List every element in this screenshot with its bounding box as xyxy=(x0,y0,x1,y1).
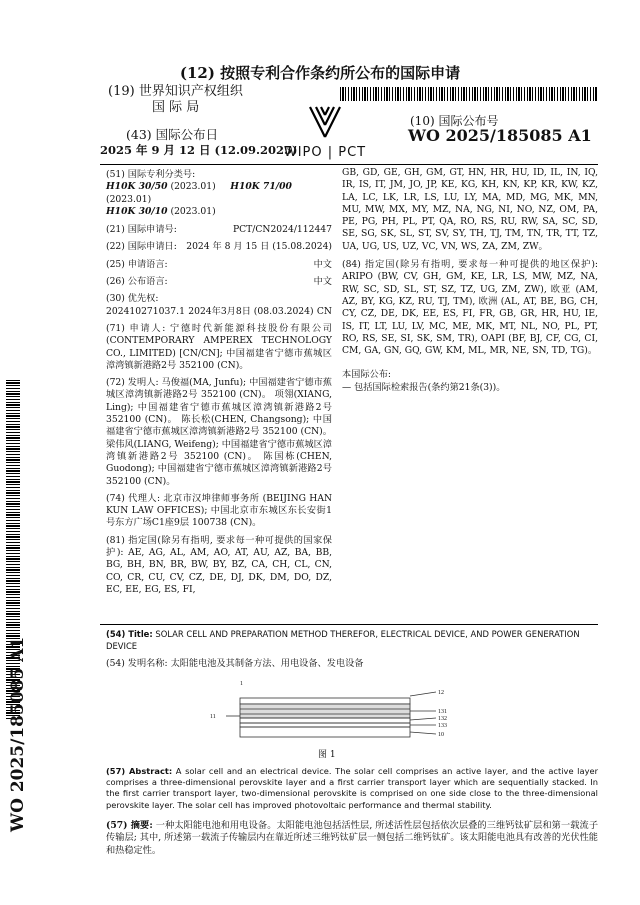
priority-number: 202410271037.1 xyxy=(106,305,185,317)
figure-label: 10 xyxy=(438,732,444,738)
ipc-code: H10K 30/50 xyxy=(106,181,168,193)
abstract-zh-label: (57) 摘要: xyxy=(106,820,153,831)
abstract-label: (57) Abstract: xyxy=(106,766,173,776)
applicant: (71) 申请人: 宁德时代新能源科技股份有限公司 (CONTEMPORARY AMPEREX TECHNOLOGY CO., LIMITED) [CN/CN]; 中国福建省宁德市蕉城区漳湾镇新港路2号 352100 (CN)。 xyxy=(106,322,332,371)
publication-language-row xyxy=(106,276,332,288)
layer-133 xyxy=(240,723,410,727)
ipc-date: (2023.01) xyxy=(170,181,216,193)
title-chinese xyxy=(106,658,598,670)
ipc-label: (51) 国际专利分类号: xyxy=(106,169,196,180)
application-number-row xyxy=(106,224,332,236)
figure-label: 12 xyxy=(438,690,444,696)
figure-label: 133 xyxy=(438,723,447,729)
publication-date-label: (43) 国际公布日 xyxy=(126,127,219,142)
filing-language-row xyxy=(106,259,332,271)
field-label: (22) 国际申请日: xyxy=(106,241,177,253)
ipc-code: H10K 30/10 xyxy=(106,205,168,217)
figure-caption: 图 1 xyxy=(318,750,336,760)
document-title: (12) 按照专利合作条约所公布的国际申请 xyxy=(179,64,461,82)
published-item: — 包括国际检索报告(条约第21条(3))。 xyxy=(342,381,506,393)
designated-states-national-continued: GB, GD, GE, GH, GM, GT, HN, HR, HU, ID, IL, IN, IQ, IR, IS, IT, JM, JO, JP, KE, KG, KH, KN, KP, KR, KW, KZ, LA, LC, LK, LR, LS, LU, LY, MA, MD, MG, MK, MN, MU, MW, MX, MY, MZ, NA, NG, NI, NO, NZ, OM, PA, PE, PG, PH, PL, PT, QA, RO, RS, RU, RW, SA, SC, SD, SE, SG, SK, SL, ST, SV, SY, TH, TJ, TM, TN, TR, TT, TZ, UA, UG, US, UZ, VC, VN, WS, ZA, ZM, ZW。 xyxy=(342,167,598,252)
wipo-logo-text: WIPO | PCT xyxy=(283,145,367,160)
wipo-logo xyxy=(280,103,370,160)
title-zh-label: (54) 发明名称: xyxy=(106,658,168,669)
figure-label: 131 xyxy=(438,709,447,715)
priority-row xyxy=(106,306,332,318)
layer-132 xyxy=(240,718,410,723)
barcode-image xyxy=(340,87,598,101)
inventors: (72) 发明人: 马俊福(MA, Junfu); 中国福建省宁德市蕉城区漳湾镇新港路2号 352100 (CN)。 项翎(XIANG, Ling); 中国福建省宁德市蕉城区漳湾镇新港路2号 352100 (CN)。 陈长松(CHEN, Changsong); 中国福建省宁德市蕉城区漳湾镇新港路2号 352100 (CN)。 梁伟风(LIANG, Weifeng); 中国福建省宁德市蕉城区漳湾镇新港路2号 352100 (CN)。 陈国栋(CHEN, Guodong); 中国福建省宁德市蕉城区漳湾镇新港路2号 352100 (CN)。 xyxy=(106,377,332,487)
filing-language: 中文 xyxy=(313,258,332,270)
publication-date: 2025 年 9 月 12 日 (12.09.2025) xyxy=(100,143,298,157)
filing-date-row xyxy=(106,241,332,253)
ipc-date: (2023.01) xyxy=(106,193,152,205)
layer-10 xyxy=(240,727,410,737)
layer-131 xyxy=(240,704,410,718)
priority-country: CN xyxy=(316,305,332,317)
wipo-emblem-icon xyxy=(305,103,345,141)
figure-label: 11 xyxy=(210,714,216,720)
publication-number-label: (10) 国际公布号 xyxy=(410,114,499,128)
header-divider xyxy=(100,164,598,165)
right-column xyxy=(342,167,598,394)
organization-block xyxy=(108,84,243,116)
figure-label: 132 xyxy=(438,716,447,722)
field-label: (30) 优先权: xyxy=(106,293,159,305)
published-label: 本国际公布: xyxy=(342,369,392,381)
abstract-chinese xyxy=(106,820,598,857)
field-label: (26) 公布语言: xyxy=(106,276,168,288)
title-label: (54) Title: xyxy=(106,629,153,639)
left-column xyxy=(106,169,332,596)
title-english xyxy=(106,628,598,653)
designated-states-regional: (84) 指定国(除另有指明, 要求每一种可提供的地区保护): ARIPO (BW, CV, GH, GM, KE, LR, LS, MW, MZ, NA, RW, SC, SD, SL, ST, SZ, TZ, UG, ZM, ZW), 欧亚 (AM, AZ, BY, KG, KZ, RU, TJ, TM), 欧洲 (AL, AT, BE, BG, CH, CY, CZ, DE, DK, EE, ES, FI, FR, GB, GR, HR, HU, IE, IS, IT, LT, LU, LV, MC, ME, MK, MT, NL, NO, PL, PT, RO, RS, SE, SI, SK, SM, TR), OAPI (BF, BJ, CF, CG, CI, CM, GA, GN, GQ, GW, KM, ML, MR, NE, SN, TD, TG)。 xyxy=(342,259,598,357)
application-number: PCT/CN2024/112447 xyxy=(232,224,332,236)
ipc-code: H10K 71/00 xyxy=(230,181,292,193)
title-divider xyxy=(100,624,598,625)
title-text: SOLAR CELL AND PREPARATION METHOD THEREFOR, ELECTRICAL DEVICE, AND POWER GENERATION DEVICE xyxy=(106,629,580,652)
ipc-line-2 xyxy=(106,206,332,218)
designated-states-national: (81) 指定国(除另有指明, 要求每一种可提供的国家保护): AE, AG, AL, AM, AO, AT, AU, AZ, BA, BB, BG, BH, BN, BR, BW, BY, BZ, CA, CH, CL, CN, CO, CR, CU, CV, CZ, DE, DJ, DK, DM, DO, DZ, EC, EE, EG, ES, FI, xyxy=(106,534,332,595)
agent: (74) 代理人: 北京市汉坤律师事务所 (BEIJING HAN KUN LAW OFFICES); 中国北京市东城区东长安街1号东方广场C1座9层 100738 (CN)。 xyxy=(106,492,332,529)
figure-label: 1 xyxy=(240,681,243,687)
priority-date: 2024年3月8日 (08.03.2024) xyxy=(188,305,314,317)
field-label: (21) 国际申请号: xyxy=(106,224,177,236)
filing-date: 2024 年 8 月 15 日 (15.08.2024) xyxy=(186,241,332,253)
abstract-english xyxy=(106,766,598,811)
organization-bureau: 国 际 局 xyxy=(152,100,200,115)
abstract-zh-text: 一种太阳能电池和用电设备。太阳能电池包括活性层, 所述活性层包括依次层叠的三维钙钛矿层和第一载流子传输层; 其中, 所述第一载流子传输层内在靠近所述三维钙钛矿层一侧包括二维钙钛矿。该太阳能电池具有改善的光伏性能和热稳定性。 xyxy=(106,820,599,856)
publication-language: 中文 xyxy=(313,276,332,288)
priority-block xyxy=(106,293,332,318)
publication-number: WO 2025/185085 A1 xyxy=(408,126,592,145)
abstract-text: A solar cell and an electrical device. The solar cell comprises an active layer, and the active layer comprises a three-dimensional perovskite layer and a first carrier transport layer which are sequentially stacked. In the first carrier transport layer, two-dimensional perovskite is comprised on one side close to the three-dimensional perovskite layer. The solar cell has improved photovoltaic performance and thermal stability. xyxy=(106,766,598,810)
side-publication-number: WO 2025/185085 A1 xyxy=(8,636,28,832)
field-label: (25) 申请语言: xyxy=(106,258,168,270)
ipc-line-1 xyxy=(106,181,332,206)
ipc-date: (2023.01) xyxy=(170,205,216,217)
organization-name: (19) 世界知识产权组织 xyxy=(108,84,243,99)
layer-12 xyxy=(240,698,410,704)
title-zh-text: 太阳能电池及其制备方法、用电设备、发电设备 xyxy=(170,658,364,669)
ipc-block xyxy=(106,169,332,218)
